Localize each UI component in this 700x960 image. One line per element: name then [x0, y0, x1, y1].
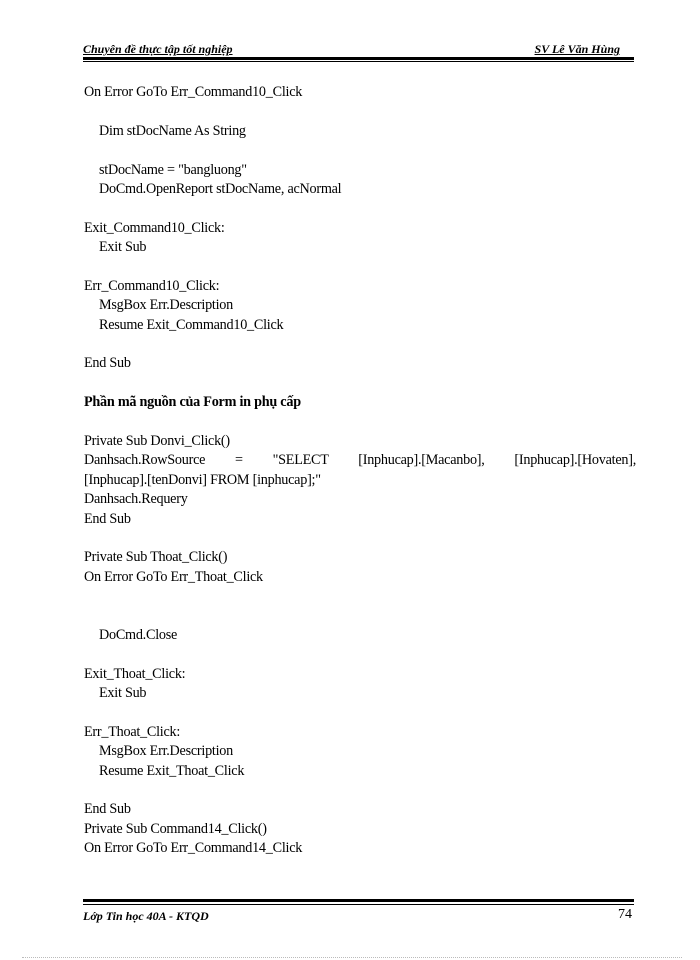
code-line: MsgBox Err.Description — [99, 297, 233, 314]
blank-line — [84, 704, 636, 723]
blank-line — [84, 335, 636, 354]
code-line: Exit Sub — [99, 239, 147, 256]
code-line: On Error GoTo Err_Command10_Click — [84, 84, 303, 100]
code-line: On Error GoTo Err_Thoat_Click — [84, 568, 263, 585]
blank-line — [84, 529, 636, 548]
blank-line — [84, 374, 636, 393]
code-line: Dim stDocName As String — [99, 122, 246, 139]
code-line: Private Sub Donvi_Click() — [84, 433, 230, 450]
code-line: Danhsach.Requery — [84, 491, 188, 508]
code-line: Danhsach.RowSource = "SELECT [Inphucap].[Macanbo], [Inphucap].[Hovaten], — [84, 452, 636, 469]
blank-line — [84, 102, 636, 121]
header-rule-thin — [83, 61, 634, 62]
code-line: stDocName = "bangluong" — [99, 161, 247, 178]
footer-class: Lớp Tin học 40A - KTQD — [83, 909, 209, 923]
page-header — [83, 40, 634, 60]
blank-line — [84, 587, 636, 606]
code-line: End Sub — [84, 355, 131, 372]
code-line: DoCmd.OpenReport stDocName, acNormal — [99, 180, 342, 197]
code-listing — [84, 83, 636, 859]
blank-line — [84, 199, 636, 218]
blank-line — [84, 258, 636, 277]
header-author: SV Lê Văn Hùng — [534, 42, 620, 56]
code-line: End Sub — [84, 801, 131, 818]
code-line: Exit_Thoat_Click: — [84, 665, 186, 682]
footer-rule-thin — [83, 904, 634, 905]
blank-line — [84, 781, 636, 800]
code-line: On Error GoTo Err_Command14_Click — [84, 840, 303, 857]
code-line: Private Sub Command14_Click() — [84, 820, 267, 837]
code-line: End Sub — [84, 510, 131, 527]
code-line: MsgBox Err.Description — [99, 743, 233, 760]
page-footer — [83, 899, 634, 929]
section-heading: Phần mã nguồn của Form in phụ cấp — [84, 394, 301, 411]
page-number: 74 — [618, 907, 632, 922]
blank-line — [84, 413, 636, 432]
page-edge-divider — [22, 957, 682, 958]
blank-line — [84, 141, 636, 160]
header-rule-thick — [83, 57, 634, 60]
blank-line — [84, 645, 636, 664]
blank-line — [84, 607, 636, 626]
code-line: Resume Exit_Thoat_Click — [99, 762, 245, 779]
code-line: [Inphucap].[tenDonvi] FROM [inphucap];" — [84, 471, 321, 488]
code-line: Private Sub Thoat_Click() — [84, 549, 228, 566]
code-line: Exit_Command10_Click: — [84, 219, 225, 236]
code-line: Err_Command10_Click: — [84, 277, 220, 294]
code-line: Resume Exit_Command10_Click — [99, 316, 284, 333]
footer-rule-thick — [83, 899, 634, 902]
code-line: Exit Sub — [99, 685, 147, 702]
code-line: DoCmd.Close — [99, 626, 178, 643]
header-title: Chuyên đề thực tập tốt nghiệp — [83, 42, 233, 56]
code-line: Err_Thoat_Click: — [84, 723, 181, 740]
